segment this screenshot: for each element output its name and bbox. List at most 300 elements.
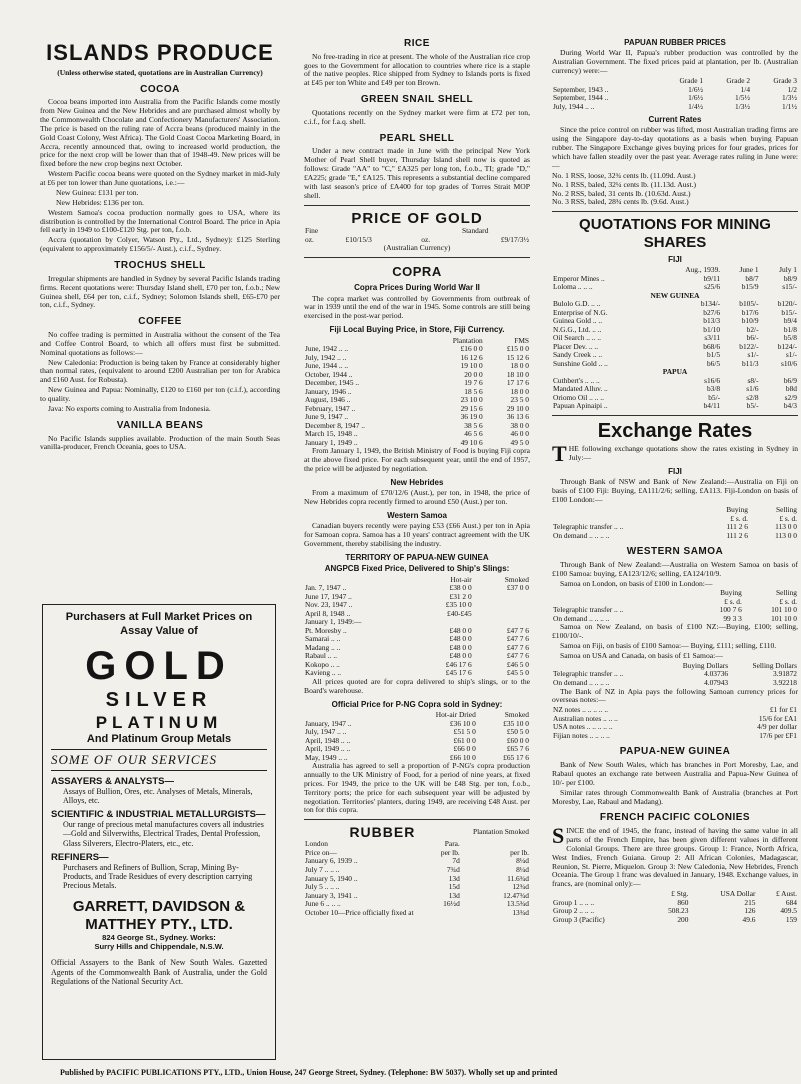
ad-silver: SILVER [105, 689, 213, 712]
row-label: N.G.G., Ltd. .. .. [553, 324, 602, 334]
cell-value: 1/2 [787, 84, 797, 94]
fpc-heading: FRENCH PACIFIC COLONIES [599, 812, 751, 824]
row-label: January, 1947 .. [305, 718, 352, 728]
cell-value: b1/8 [783, 324, 797, 334]
rubber-sublabel: per lb. [440, 847, 460, 857]
exchange-intro: HE following exchange quotations show the rates existing in Sydney in July:— [568, 444, 798, 463]
copra-paragraph: The copra market was controlled by Governments from outbreak of war in 1939 until the end of the war in 1945. Some controls are still being exercised in the post-war period. [304, 293, 530, 321]
row-label: Mandated Alluv. .. [553, 384, 608, 394]
mining-fiji-heading: FIJI [668, 254, 682, 264]
cell-value: £46 17 6 [445, 659, 472, 669]
cell-value: s16/6 [704, 375, 721, 385]
cell-value: s1/- [785, 350, 797, 360]
cell-value: 101 10 0 [771, 613, 797, 623]
row-label: July, 1947 .. .. [305, 727, 347, 737]
cell-value: 18 0 0 [510, 361, 529, 371]
gold-unit: oz. [421, 234, 431, 244]
column-left [40, 40, 280, 453]
cell-value: 4.07943 [704, 678, 729, 687]
cell-value: s1/6 [746, 384, 759, 394]
cell-value: b11/3 [741, 358, 759, 368]
row-label: Group 2 .. .. .. [553, 906, 595, 916]
cell-value: 7d [452, 856, 460, 866]
cell-value: b9/4 [783, 316, 797, 326]
cell-value: £35 10 0 [503, 718, 529, 728]
row-label: USA notes .. .. .. .. .. [553, 722, 613, 732]
cell-value: 8¼d [516, 856, 529, 866]
exchange-usd-table [552, 662, 798, 688]
cell-value: £31 2 0 [449, 591, 472, 601]
papuan-rubber-heading: PAPUAN RUBBER PRICES [624, 38, 726, 47]
snail-paragraph: Quotations recently on the Sydney market were firm at £72 per ton, c.i.f., for f.a.q. shell. [304, 107, 530, 126]
cell-value: £40-£45 [447, 608, 472, 618]
row-label: January 6, 1939 .. [305, 856, 358, 866]
cell-value: £65 7 6 [506, 744, 529, 754]
cell-value: s25/6 [704, 282, 721, 292]
pearl-heading: PEARL SHELL [379, 132, 455, 144]
row-label: Rabaul .. .. [305, 651, 338, 661]
cell-value: b8d [785, 384, 797, 394]
cell-value: 159 [785, 914, 797, 924]
rubber-sublabel: Price on— [305, 847, 337, 857]
cell-value: £47 7 6 [506, 625, 529, 635]
cell-value: 3.91872 [772, 669, 797, 679]
cell-value: b9/11 [703, 273, 721, 283]
cell-value: b15/- [781, 307, 797, 317]
row-label: Jan. 7, 1947 .. [305, 583, 347, 593]
fiji-copra-heading: Fiji Local Buying Price, in Store, Fiji Currency. [329, 325, 505, 335]
cocoa-paragraph: Western Pacific cocoa beans were quoted on the Sydney market in mid-July at £6 per ton lower than June quotations, i.e.:— [40, 169, 280, 188]
ad-firm-name: GARRETT, DAVIDSON & MATTHEY PTY., LTD. [72, 898, 246, 934]
copra-paragraph: From January 1, 1949, the British Ministry of Food is buying Fiji copra at the above fixed price. For each subsequent year, until the end of 1957, the price will be adjusted by negotiation. [304, 446, 530, 474]
cell-value: b6/9 [783, 375, 797, 385]
cell-value: 49 5 0 [510, 437, 529, 447]
papuan-rubber-table [552, 77, 798, 111]
cell-value: £47 7 6 [506, 634, 529, 644]
cell-value: b6/5 [706, 358, 721, 368]
row-label: May, 1949 .. .. [305, 752, 348, 762]
cell-value: £45 5 0 [506, 668, 529, 678]
exchange-ws-paragraph: The Bank of NZ in Apia pays the following Samoan currency prices for overseas notes:— [552, 686, 798, 705]
ws-heading: Western Samoa [387, 511, 447, 520]
cell-value: 111 2 6 [726, 522, 748, 532]
column-header: Selling Dollars [752, 660, 797, 670]
fiji-copra-table [304, 337, 530, 448]
png-heading: TERRITORY OF PAPUA-NEW GUINEA [345, 552, 489, 562]
gold-standard-label: Standard [462, 226, 489, 236]
ad-services-heading: SOME OF OUR SERVICES [51, 749, 267, 770]
row-label: Pt. Moresby .. [305, 625, 347, 635]
cell-value: 409.5 [780, 906, 797, 916]
coffee-paragraph: New Guinea and Papua: Nominally, £120 to £160 per ton (c.i.f.), according to quality. [40, 385, 280, 404]
cell-value: 4/9 per dollar [757, 722, 797, 732]
row-label: June, 1942 .. .. [305, 344, 349, 354]
row-label: August, 1946 .. [305, 395, 351, 405]
ad-service-heading: ASSAYERS & ANALYSTS— [51, 775, 175, 787]
gold-price-heading: PRICE OF GOLD [351, 209, 483, 227]
cell-value: 8¼d [516, 864, 529, 874]
cell-value: s2/9 [784, 392, 797, 402]
cell-value [473, 593, 530, 602]
row-label: Australian notes .. .. .. [553, 713, 618, 723]
cell-value: b68/6 [703, 341, 721, 351]
row-label: Telegraphic transfer .. .. [553, 605, 624, 615]
cell-value: 23 10 0 [460, 395, 483, 405]
row-label: Madang .. .. [305, 642, 341, 652]
cell-value: 860 [677, 897, 689, 907]
coffee-heading: COFFEE [138, 316, 182, 328]
row-label: June 9, 1947 .. [305, 412, 349, 422]
cell-value: £1 for £1 [769, 705, 797, 715]
row-label: April, 1949 .. .. [305, 744, 351, 754]
ad-service-body: Assays of Bullion, Ores, etc. Analyses of Metals, Minerals, Alloys, etc. [63, 786, 253, 805]
exchange-ws-table [552, 589, 798, 623]
row-label: Guinea Gold .. .. [553, 316, 603, 326]
coffee-paragraph: No coffee trading is permitted in Australia without the consent of the Tea and Coffee Control Board, to which all offers must first be submitted. Nominal quotations as follows:— [40, 329, 280, 357]
column-header: Hot-air [450, 574, 472, 584]
cell-value: 684 [785, 897, 797, 907]
rss-grades-list [552, 172, 798, 208]
cell-value: 38 5 6 [464, 420, 483, 430]
cell-value: 13¾d [512, 907, 529, 917]
cell-value: 49.6 [742, 914, 756, 924]
cell-value: 1/6½ [688, 93, 704, 103]
cell-value: b3/8 [706, 384, 721, 394]
gold-currency-note: (Australian Currency) [383, 243, 451, 253]
table-row [304, 909, 530, 918]
cell-value: £15 0 0 [506, 344, 529, 354]
papuan-rubber-paragraph: During World War II, Papua's rubber production was controlled by the Australian Government. The fixed prices paid at plantation, per lb. (Australian currency) were:— [552, 48, 798, 76]
row-label: October 10—Price officially fixed at [305, 907, 414, 917]
row-label: Kokopo .. .. [305, 659, 340, 669]
cell-value: £48 0 0 [449, 651, 472, 661]
row-label: January 1, 1949 .. [305, 437, 358, 447]
row-label: On demand .. .. .. .. [553, 530, 610, 540]
row-label: April 8, 1948 .. [305, 608, 351, 618]
coffee-paragraph: Java: No exports coming to Australia from Indonesia. [48, 403, 211, 413]
row-label: July, 1942 .. .. [305, 352, 347, 362]
row-label: On demand .. .. .. .. [553, 613, 610, 623]
cell-value: 7¾d [446, 864, 460, 874]
coffee-paragraph: New Caledonia: Production is being taken by France at considerably higher than normal rates, (equivalent to around £200 Australian per ton for Arabica and £160 Aust. for Robusta). [40, 357, 280, 385]
rss-grade-line: No. 3 RSS, baled, 28¾ cents lb. (9.6d. Aust.) [552, 197, 689, 207]
cell-value: b4/3 [783, 401, 797, 411]
table-row [552, 532, 798, 541]
row-label: September, 1944 .. [553, 93, 609, 103]
cell-value: s3/11 [704, 333, 721, 343]
exchange-ws-paragraph: Samoa on London, on basis of £100 in London:— [560, 578, 713, 588]
row-label: Fijian notes .. .. .. .. [553, 730, 610, 740]
rubber-sublabel: per lb. [510, 847, 529, 857]
cell-value: 36 19 0 [460, 412, 483, 422]
exchange-ws-paragraph: Samoa on Fiji, on basis of £100 Samoa:— Buying, £111; selling, £110. [560, 641, 777, 651]
cell-value [473, 601, 530, 610]
vanilla-heading: VANILLA BEANS [116, 419, 204, 431]
cell-value: 126 [744, 906, 756, 916]
cell-value: b10/9 [741, 316, 759, 326]
trochus-heading: TROCHUS SHELL [114, 260, 206, 272]
cocoa-paragraph: Western Samoa's cocoa production normally goes to USA, where its distribution is controlled by the International Control Board. The price in Apia fell early in 1949 to £100-£120 Stg. per ton, f.o.b. [40, 207, 280, 235]
cell-value: 18 5 6 [464, 386, 483, 396]
cell-value: 29 15 6 [460, 403, 483, 413]
row-label: Enterprise of N.G. [553, 307, 608, 317]
column-header: £ Aust. [776, 889, 797, 899]
cell-value: b15/9 [741, 282, 759, 292]
cell-value: £35 10 0 [445, 600, 472, 610]
cell-value: 20 0 0 [464, 369, 483, 379]
column-right [552, 38, 798, 924]
mining-shares-table [552, 266, 798, 411]
cell-value: s15/- [782, 282, 797, 292]
snail-heading: GREEN SNAIL SHELL [360, 94, 474, 106]
cell-value: £66 10 0 [449, 752, 476, 762]
cocoa-paragraph: Cocoa beans imported into Australia from the Pacific Islands come mostly from New Guinea and the New Hebrides and are purchased almost wholly by the Commonwealth Chocolate and Confectionery Manufacturers' Association. The price is based on the ruling rate of Accra beans (produced mainly in the Gold Coast Colony, West Africa). The Gold Coast Cocoa Marketing Board, in Accra, recently announced that, owing to increased world production, the price for the next crop will be lower than that of 1948-49. New prices will be fixed before the new crop begins next October. [40, 97, 280, 169]
ad-service-body: Purchasers and Refiners of Bullion, Scrap, Mining By-Products, and Trade Residues of every description carrying Precious Metals. [63, 862, 253, 891]
rice-heading: RICE [404, 38, 430, 49]
row-label: June, 1944 .. .. [305, 361, 349, 371]
cell-value: £36 10 0 [449, 718, 476, 728]
mining-papua-heading: PAPUA [662, 367, 688, 377]
ad-official-note: Official Assayers to the Bank of New South Wales. Gazetted Agents of the Commonwealth Bank of Australia, under the Gold Regulations of the National Security Act. [51, 958, 267, 986]
row-label: Sunshine Gold .. .. [553, 358, 608, 368]
cell-value: 38 0 0 [510, 420, 529, 430]
cell-value: s2/8 [746, 392, 759, 402]
cell-value: 13d [448, 890, 460, 900]
cell-value: 13.5¾d [506, 899, 529, 909]
cell-value: 12¾d [512, 882, 529, 892]
exchange-png-heading: PAPUA-NEW GUINEA [619, 746, 731, 758]
vanilla-paragraph: No Pacific Islands supplies available. Production of the main South Seas vanilla-producer, French Oceania, goes to USA. [40, 433, 280, 452]
column-header: Hot-air Dried [435, 710, 476, 719]
cell-value: 1/1½ [782, 101, 797, 111]
cell-value: £47 7 6 [506, 642, 529, 652]
cell-value: £61 0 0 [453, 735, 476, 745]
cell-value: b27/6 [703, 307, 721, 317]
row-label: February, 1947 .. [305, 403, 356, 413]
fpc-table [552, 890, 798, 924]
cell-value: b13/3 [703, 316, 721, 326]
cell-value: £45 17 6 [445, 668, 472, 678]
cell-value: 101 10 0 [771, 605, 797, 615]
exchange-ws-paragraph: Samoa on New Zealand, on basis of £100 NZ:—Buying, £100; selling, £100/10/-. [552, 622, 798, 641]
cell-value: b122/- [739, 341, 759, 351]
png-jan-label: January 1, 1949:— [305, 617, 362, 627]
ad-address: 824 George St., Sydney. Works: [102, 933, 216, 943]
mining-quotations-heading: QUOTATIONS FOR MINING SHARES [579, 216, 771, 251]
copra-heading: COPRA [392, 264, 442, 280]
cell-value: 15/6 for £A1 [758, 713, 797, 723]
cocoa-quote: New Guinea: £131 per ton. [56, 187, 139, 197]
png-subheading: ANGPCB Fixed Price, Delivered to Ship's Slings: [324, 564, 510, 574]
ad-service-heading: REFINERS— [51, 851, 109, 863]
nh-heading: New Hebrides [390, 477, 444, 487]
exchange-ws-paragraph: Through Bank of New Zealand:—Australia on Western Samoa on basis of £100 Samoa: buying, £A123/12/6; selling, £A124/10/9. [552, 559, 798, 578]
cell-value: b105/- [739, 299, 759, 309]
column-header: Grade 3 [773, 75, 797, 85]
cocoa-heading: COCOA [140, 83, 180, 95]
row-label: Emperor Mines .. [553, 273, 605, 283]
ad-service-body: Our range of precious metal manufactures covers all industries—Gold and Silverwiths, Electrical Trades, Dental Profession, Glass Silverers, Electro-Platers, etc., etc. [63, 820, 264, 848]
pearl-paragraph: Under a new contract made in June with the principal New York Mother of Pearl Shell buyer, Thursday Island shell now is quoted as follows: Grade "AA" to "C," £A325 per long ton, f.o.b., TI; grade "D," £A225; grade "E," £A125. This represents a substantial decline compared with last season's price of £A400 for top grades of Torres Strait MOP shell. [304, 146, 530, 200]
cell-value: 17 17 6 [506, 378, 529, 388]
row-label: NZ notes .. .. .. .. .. [553, 705, 609, 715]
unit-header: £ s. d. [730, 513, 748, 523]
cell-value: £48 0 0 [449, 634, 472, 644]
cell-value: 29 10 0 [506, 403, 529, 413]
gold-price-table [304, 227, 530, 244]
exchange-rates-heading: Exchange Rates [597, 419, 753, 442]
cell-value: 1/4 [740, 84, 751, 94]
cocoa-paragraph: Accra (quotation by Colyer, Watson Pty., Ltd., Sydney): £125 Sterling (equivalent to approximately £156/5/- Aust.), c.i.f., Sydney. [40, 235, 280, 254]
cell-value: 11.6¾d [507, 873, 529, 883]
nh-paragraph: From a maximum of £70/12/6 (Aust.), per ton, in 1948, the price of New Hebrides copra recently firmed to around £50 (Aust.) per ton. [304, 488, 530, 507]
cell-value: £37 0 0 [506, 583, 529, 593]
cell-value: s10/6 [780, 358, 797, 368]
ad-service-heading: SCIENTIFIC & INDUSTRIAL METALLURGISTS— [51, 809, 266, 821]
row-label: July, 1944 .. .. [553, 101, 595, 111]
rubber-table [304, 824, 530, 917]
column-header: Buying [726, 505, 748, 515]
row-label: Nov. 23, 1947 .. [305, 600, 353, 610]
cell-value: 1/6½ [688, 84, 704, 94]
cell-value: 215 [744, 897, 756, 907]
column-header: Plantation Smoked [472, 827, 529, 837]
row-label: September, 1943 .. [553, 84, 609, 94]
column-header: Smoked [504, 574, 529, 584]
png-official-table [304, 711, 530, 762]
cell-value: 18 10 0 [506, 369, 529, 379]
row-label: December, 1945 .. [305, 378, 360, 388]
column-middle [304, 38, 530, 917]
cell-value: s1/- [747, 350, 759, 360]
exchange-ws-heading: WESTERN SAMOA [626, 546, 724, 558]
ws-paragraph: Canadian buyers recently were paying £53 (£66 Aust.) per ton in Apia for Samoan copra. Samoa has a 10 years' contract agreement with the UK Government, thereby stabilising the industry. [304, 521, 530, 549]
row-label: Telegraphic transfer .. .. [553, 522, 624, 532]
cell-value: b120/- [777, 299, 797, 309]
row-label: January 3, 1941 .. [305, 890, 358, 900]
trochus-paragraph: Irregular shipments are handled in Sydney by several Pacific Islands trading firms. Recent quotations were: Thursday Island shell, £70 per ton, f.o.b.; New Guinea shell, £64 per ton, c.i.f., Sydney; Solomon Islands shell, £65-£70 per ton, c.i.f., Sydney. [40, 273, 280, 310]
row-label: April, 1948 .. .. [305, 735, 351, 745]
rubber-london-label: London [305, 839, 328, 849]
png-paragraph: Australia has agreed to sell a proportion of P-NG's copra production annually to the UK Ministry of Food, for a period of nine years, at fixed prices. For 1949, the price to the UK will be £48 Stg. per ton, f.o.b., Territory ports; the price for each subsequent year will be adjusted by negotiation. Territories' planters, during 1949, are receiving £48 Aust. per ton for this copra. [304, 761, 530, 815]
cell-value: 19 10 0 [460, 361, 483, 371]
column-header: July 1 [779, 265, 797, 275]
cell-value: b8/7 [745, 273, 759, 283]
cell-value: b5/- [746, 401, 759, 411]
row-label: June 6 .. .. .. [305, 899, 341, 909]
rss-grade-line: No. 1 RSS, loose, 32¾ cents lb. (11.09d. Aust.) [552, 170, 696, 180]
cell-value: b8/9 [783, 273, 797, 283]
cell-value: 15 12 6 [506, 352, 529, 362]
cell-value [436, 909, 461, 918]
png-fixed-table [304, 576, 530, 678]
png-paragraph: All prices quoted are for copra delivered to ship's slings, or to the Board's warehouse. [304, 676, 530, 695]
row-label: Oil Search .. .. .. [553, 333, 602, 343]
column-header: June 1 [739, 265, 759, 275]
column-header: Buying Dollars [682, 660, 729, 670]
rubber-heading: RUBBER [349, 824, 416, 841]
row-label: Group 3 (Pacific) [553, 914, 605, 924]
cell-value: £60 0 0 [506, 735, 529, 745]
cocoa-quote: New Hebrides: £136 per ton. [56, 197, 144, 207]
gold-fine-label: Fine [305, 226, 319, 236]
unit-header: £ s. d. [779, 513, 797, 523]
row-label: Telegraphic transfer .. .. [553, 669, 624, 679]
page-title: ISLANDS PRODUCE [46, 40, 274, 65]
unit-header: £ s. d. [724, 596, 742, 606]
cell-value: b1/10 [703, 324, 721, 334]
png-official-heading: Official Price for P-NG Copra sold in Sydney: [331, 699, 503, 709]
column-header: USA Dollar [720, 889, 756, 899]
drop-cap: S [552, 823, 565, 849]
ad-platinum: PLATINUM [95, 712, 223, 732]
cell-value: b4/11 [703, 401, 721, 411]
exchange-fiji-heading: FIJI [668, 467, 682, 477]
row-label: Cuthbert's .. .. .. [553, 375, 600, 385]
cell-value: £51 5 0 [453, 727, 476, 737]
cell-value: b6/- [746, 333, 759, 343]
row-label: July 5 .. .. .. [305, 882, 340, 892]
cell-value: 15d [448, 882, 460, 892]
rss-grade-line: No. 2 RSS, baled, 31 cents lb. (10.63d. Aust.) [552, 188, 691, 198]
ad-headline: Purchasers at Full Market Prices on Assay Value of [65, 611, 253, 637]
cell-value: b5/- [708, 392, 721, 402]
publisher-footer: Published by PACIFIC PUBLICATIONS PTY., LTD., Union House, 247 George Street, Sydney. (Telephone: BW 5037). Wholly set up and printed [60, 1068, 558, 1077]
row-label: Placer Dev. .. .. [553, 341, 599, 351]
cell-value: £47 7 6 [506, 651, 529, 661]
ad-platinum-group: And Platinum Group Metals [86, 732, 232, 745]
gold-standard-value: £9/17/3½ [500, 234, 529, 244]
mining-ng-heading: NEW GUINEA [650, 290, 700, 300]
column-header: Selling [776, 588, 797, 598]
cell-value: b17/6 [741, 307, 759, 317]
exchange-png-paragraph: Bank of New South Wales, which has branches in Port Moresby, Lae, and Rabaul quotes an exchange rate between Australia and Papua-New Guinea of 10/- per £100. [552, 760, 798, 787]
advertisement-box [42, 604, 276, 1060]
exchange-png-paragraph: Similar rates through Commonwealth Bank of Australia (branches at Port Moresby, Lae, Rabaul and Madang). [552, 787, 798, 806]
row-label: On demand .. .. .. .. [553, 678, 610, 687]
column-header: Buying [720, 588, 742, 598]
row-label: Kavieng .. .. [305, 668, 342, 678]
row-label: Group 1 .. .. .. [553, 897, 595, 907]
table-row [304, 644, 530, 653]
current-rates-paragraph: Since the price control on rubber was lifted, most Australian trading firms are using the Singapore day-to-day quotations as a basis when buying Papuan rubber. The Singapore Exchange gives buying prices for four grades, prices for which have fallen steadily over the past year. Average rates ruling in June were:— [552, 125, 798, 170]
exchange-fiji-table [552, 506, 798, 540]
cell-value: 13d [448, 873, 460, 883]
cell-value: 23 5 0 [510, 395, 529, 405]
cell-value: £65 17 6 [503, 752, 529, 762]
cell-value: 111 2 6 [726, 530, 748, 540]
row-label: Sandy Creek .. .. [553, 350, 603, 360]
row-label: March 15, 1948 .. [305, 429, 358, 439]
cell-value [473, 610, 530, 619]
cell-value: 46 0 0 [510, 429, 529, 439]
table-row [552, 103, 798, 112]
cell-value: 4.03736 [704, 669, 729, 679]
cell-value: £38 0 0 [449, 583, 472, 593]
cell-value: 1/4½ [688, 101, 704, 111]
cell-value: 36 13 6 [506, 412, 529, 422]
cell-value: 49 10 6 [460, 437, 483, 447]
column-header: Aug., 1939. [685, 265, 721, 275]
cell-value: b5/8 [783, 333, 797, 343]
column-header: Grade 1 [679, 75, 704, 85]
page-subtitle: (Unless otherwise stated, quotations are in Australian Currency) [57, 67, 263, 77]
table-row [552, 402, 798, 411]
cell-value: 18 0 0 [510, 386, 529, 396]
cell-value: 46 5 6 [464, 429, 483, 439]
cell-value: 19 7 6 [464, 378, 483, 388]
row-label: Loloma .. .. .. [553, 282, 593, 292]
